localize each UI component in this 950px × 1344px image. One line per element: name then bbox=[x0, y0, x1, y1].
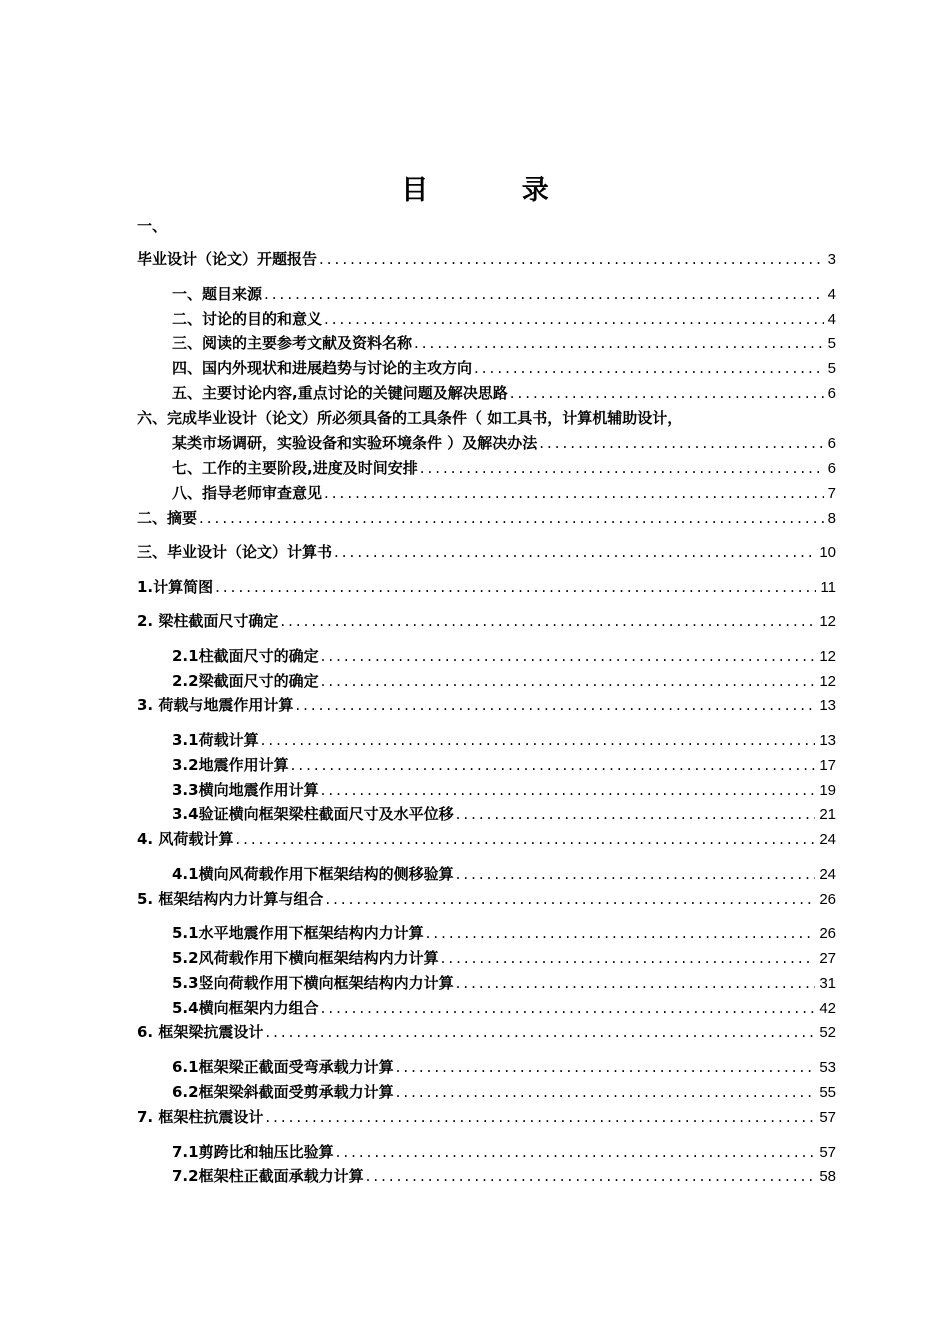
dot-leader bbox=[456, 865, 816, 883]
toc-entry[interactable] bbox=[137, 694, 836, 716]
toc-entry-title: 2. 梁柱截面尺寸确定 bbox=[137, 612, 279, 630]
dot-leader bbox=[336, 1143, 816, 1161]
toc-entry-page: 12 bbox=[819, 613, 836, 630]
toc-entry-title: 三、阅读的主要参考文献及资料名称 bbox=[172, 334, 413, 352]
toc-entry-line: 六、完成毕业设计（论文）所必须具备的工具条件（ 如工具书，计算机辅助设计， bbox=[137, 409, 683, 427]
toc-entry[interactable] bbox=[172, 779, 836, 801]
toc-entry-title: 5.2风荷载作用下横向框架结构内力计算 bbox=[172, 949, 439, 967]
dot-leader bbox=[215, 578, 816, 596]
toc-entry[interactable] bbox=[172, 432, 836, 454]
toc-entry-page: 24 bbox=[819, 866, 836, 883]
toc-entry[interactable] bbox=[172, 1056, 836, 1078]
dot-leader bbox=[321, 672, 816, 690]
dot-leader bbox=[456, 805, 816, 823]
toc-entry[interactable] bbox=[137, 576, 836, 598]
toc-entry-page: 11 bbox=[820, 579, 836, 596]
toc-entry-page: 7 bbox=[827, 485, 836, 502]
dot-leader bbox=[474, 359, 824, 377]
toc-entry-title: 2.2梁截面尺寸的确定 bbox=[172, 672, 319, 690]
toc-entry-title: 7.2框架柱正截面承载力计算 bbox=[172, 1167, 364, 1185]
toc-entry-title: 3.3横向地震作用计算 bbox=[172, 781, 319, 799]
dot-leader bbox=[321, 647, 816, 665]
dot-leader bbox=[235, 830, 815, 848]
toc-entry-page: 26 bbox=[819, 891, 836, 908]
toc-entry[interactable] bbox=[137, 1106, 836, 1128]
toc-entry[interactable] bbox=[172, 1081, 836, 1103]
toc-entry[interactable] bbox=[137, 888, 836, 910]
toc-entry-page: 5 bbox=[827, 360, 836, 377]
toc-entry-title: 5.3竖向荷载作用下横向框架结构内力计算 bbox=[172, 974, 454, 992]
toc-entry[interactable] bbox=[172, 863, 836, 885]
toc-entry-page: 12 bbox=[819, 648, 836, 665]
dot-leader bbox=[334, 543, 815, 561]
toc-entry-title: 4.1横向风荷载作用下框架结构的侧移验算 bbox=[172, 865, 454, 883]
toc-entry-title: 一、题目来源 bbox=[172, 285, 263, 303]
toc-entry-page: 6 bbox=[827, 385, 836, 402]
toc-entry-page: 4 bbox=[827, 311, 836, 328]
dot-leader bbox=[456, 974, 816, 992]
toc-entry-title: 2.1柱截面尺寸的确定 bbox=[172, 647, 319, 665]
toc-entry-title: 二、讨论的目的和意义 bbox=[172, 310, 323, 328]
toc-entry[interactable] bbox=[172, 1165, 836, 1187]
toc-entry-page: 31 bbox=[819, 975, 836, 992]
dot-leader bbox=[510, 384, 824, 402]
toc-entry-title: 4. 风荷载计算 bbox=[137, 830, 234, 848]
toc-entry[interactable] bbox=[172, 803, 836, 825]
dot-leader bbox=[321, 999, 816, 1017]
toc-entry-title: 3.2地震作用计算 bbox=[172, 756, 289, 774]
toc-entry-page: 8 bbox=[827, 510, 836, 527]
toc-entry-page: 12 bbox=[819, 673, 836, 690]
dot-leader bbox=[324, 484, 824, 502]
dot-leader bbox=[441, 949, 816, 967]
toc-entry[interactable] bbox=[172, 482, 836, 504]
toc-entry-page: 6 bbox=[827, 435, 836, 452]
toc-entry-title: 四、国内外现状和进展趋势与讨论的主攻方向 bbox=[172, 359, 473, 377]
dot-leader bbox=[199, 509, 824, 527]
toc-entry[interactable] bbox=[172, 922, 836, 944]
toc-entry[interactable] bbox=[172, 283, 836, 305]
toc-entry[interactable] bbox=[172, 457, 836, 479]
toc-entry[interactable] bbox=[172, 754, 836, 776]
dot-leader bbox=[426, 924, 816, 942]
toc-entry-title: 5.4横向框架内力组合 bbox=[172, 999, 319, 1017]
toc-entry[interactable] bbox=[172, 382, 836, 404]
toc-entry-title: 3.4验证横向框架梁柱截面尺寸及水平位移 bbox=[172, 805, 454, 823]
toc-entry-title: 八、指导老师审查意见 bbox=[172, 484, 323, 502]
toc-entry-title: 二、摘要 bbox=[137, 509, 198, 527]
toc-entry-page: 19 bbox=[819, 782, 836, 799]
toc-entry-title: 6.2框架梁斜截面受剪承载力计算 bbox=[172, 1083, 394, 1101]
toc-entry-page: 10 bbox=[819, 544, 836, 561]
toc-entry-title: 6.1框架梁正截面受弯承载力计算 bbox=[172, 1058, 394, 1076]
toc-entry-page: 6 bbox=[827, 460, 836, 477]
toc-entry-title: 某类市场调研，实验设备和实验环境条件 ）及解决办法 bbox=[172, 434, 538, 452]
toc-entry-title: 五、主要讨论内容,重点讨论的关键问题及解决思路 bbox=[172, 384, 508, 402]
toc-entry-title: 三、毕业设计（论文）计算书 bbox=[137, 543, 333, 561]
part1-numeral: 一、 bbox=[137, 217, 168, 235]
toc-entry-title: 毕业设计（论文）开题报告 bbox=[137, 250, 318, 268]
toc-entry-title: 5.1水平地震作用下框架结构内力计算 bbox=[172, 924, 424, 942]
toc-entry-page: 13 bbox=[819, 697, 836, 714]
dot-leader bbox=[396, 1083, 816, 1101]
toc-entry-page: 27 bbox=[819, 950, 836, 967]
toc-entry[interactable] bbox=[172, 645, 836, 667]
toc-entry-page: 53 bbox=[819, 1059, 836, 1076]
dot-leader bbox=[420, 459, 824, 477]
toc-entry-title: 3.1荷载计算 bbox=[172, 731, 259, 749]
dot-leader bbox=[319, 250, 824, 268]
toc-entry-title: 6. 框架梁抗震设计 bbox=[137, 1023, 264, 1041]
toc-entry-page: 55 bbox=[819, 1084, 836, 1101]
toc-entry-title: 5. 框架结构内力计算与组合 bbox=[137, 890, 324, 908]
dot-leader bbox=[291, 756, 816, 774]
toc-entry[interactable] bbox=[137, 828, 836, 850]
dot-leader bbox=[539, 434, 823, 452]
dot-leader bbox=[396, 1058, 816, 1076]
toc-entry-page: 21 bbox=[819, 806, 836, 823]
toc-entry[interactable] bbox=[137, 1021, 836, 1043]
toc-entry[interactable] bbox=[137, 541, 836, 563]
toc-entry[interactable] bbox=[172, 972, 836, 994]
toc-entry-page: 52 bbox=[819, 1024, 836, 1041]
dot-leader bbox=[265, 1023, 815, 1041]
toc-entry[interactable] bbox=[172, 947, 836, 969]
dot-leader bbox=[366, 1167, 816, 1185]
toc-title: 目 录 bbox=[401, 175, 591, 206]
dot-leader bbox=[295, 696, 815, 714]
toc-entry[interactable] bbox=[172, 1141, 836, 1163]
dot-leader bbox=[324, 310, 824, 328]
toc-entry-page: 3 bbox=[827, 251, 836, 268]
dot-leader bbox=[265, 1108, 815, 1126]
toc-entry-title: 1.计算简图 bbox=[137, 578, 214, 596]
dot-leader bbox=[414, 334, 824, 352]
toc-entry-title: 3. 荷载与地震作用计算 bbox=[137, 696, 294, 714]
toc-entry[interactable] bbox=[172, 332, 836, 354]
toc-entry[interactable] bbox=[172, 997, 836, 1019]
toc-entry[interactable] bbox=[172, 357, 836, 379]
dot-leader bbox=[280, 612, 815, 630]
toc-entry-page: 57 bbox=[819, 1109, 836, 1126]
toc-entry[interactable] bbox=[172, 308, 836, 330]
toc-entry-page: 13 bbox=[819, 732, 836, 749]
toc-entry-page: 58 bbox=[819, 1168, 836, 1185]
dot-leader bbox=[264, 285, 824, 303]
toc-entry-title: 7.1剪跨比和轴压比验算 bbox=[172, 1143, 334, 1161]
toc-entry[interactable] bbox=[137, 248, 836, 270]
toc-entry[interactable] bbox=[172, 729, 836, 751]
toc-entry[interactable] bbox=[137, 610, 836, 632]
toc-entry-title: 7. 框架柱抗震设计 bbox=[137, 1108, 264, 1126]
toc-entry-page: 42 bbox=[819, 1000, 836, 1017]
dot-leader bbox=[325, 890, 815, 908]
toc-entry-page: 57 bbox=[819, 1144, 836, 1161]
toc-entry[interactable] bbox=[137, 507, 836, 529]
toc-entry-page: 4 bbox=[827, 286, 836, 303]
toc-entry-page: 17 bbox=[819, 757, 836, 774]
toc-entry-title: 七、工作的主要阶段,进度及时间安排 bbox=[172, 459, 418, 477]
toc-entry[interactable] bbox=[172, 670, 836, 692]
dot-leader bbox=[321, 781, 816, 799]
dot-leader bbox=[261, 731, 816, 749]
toc-entry-page: 24 bbox=[819, 831, 836, 848]
toc-entry-page: 5 bbox=[827, 335, 836, 352]
toc-entry-page: 26 bbox=[819, 925, 836, 942]
